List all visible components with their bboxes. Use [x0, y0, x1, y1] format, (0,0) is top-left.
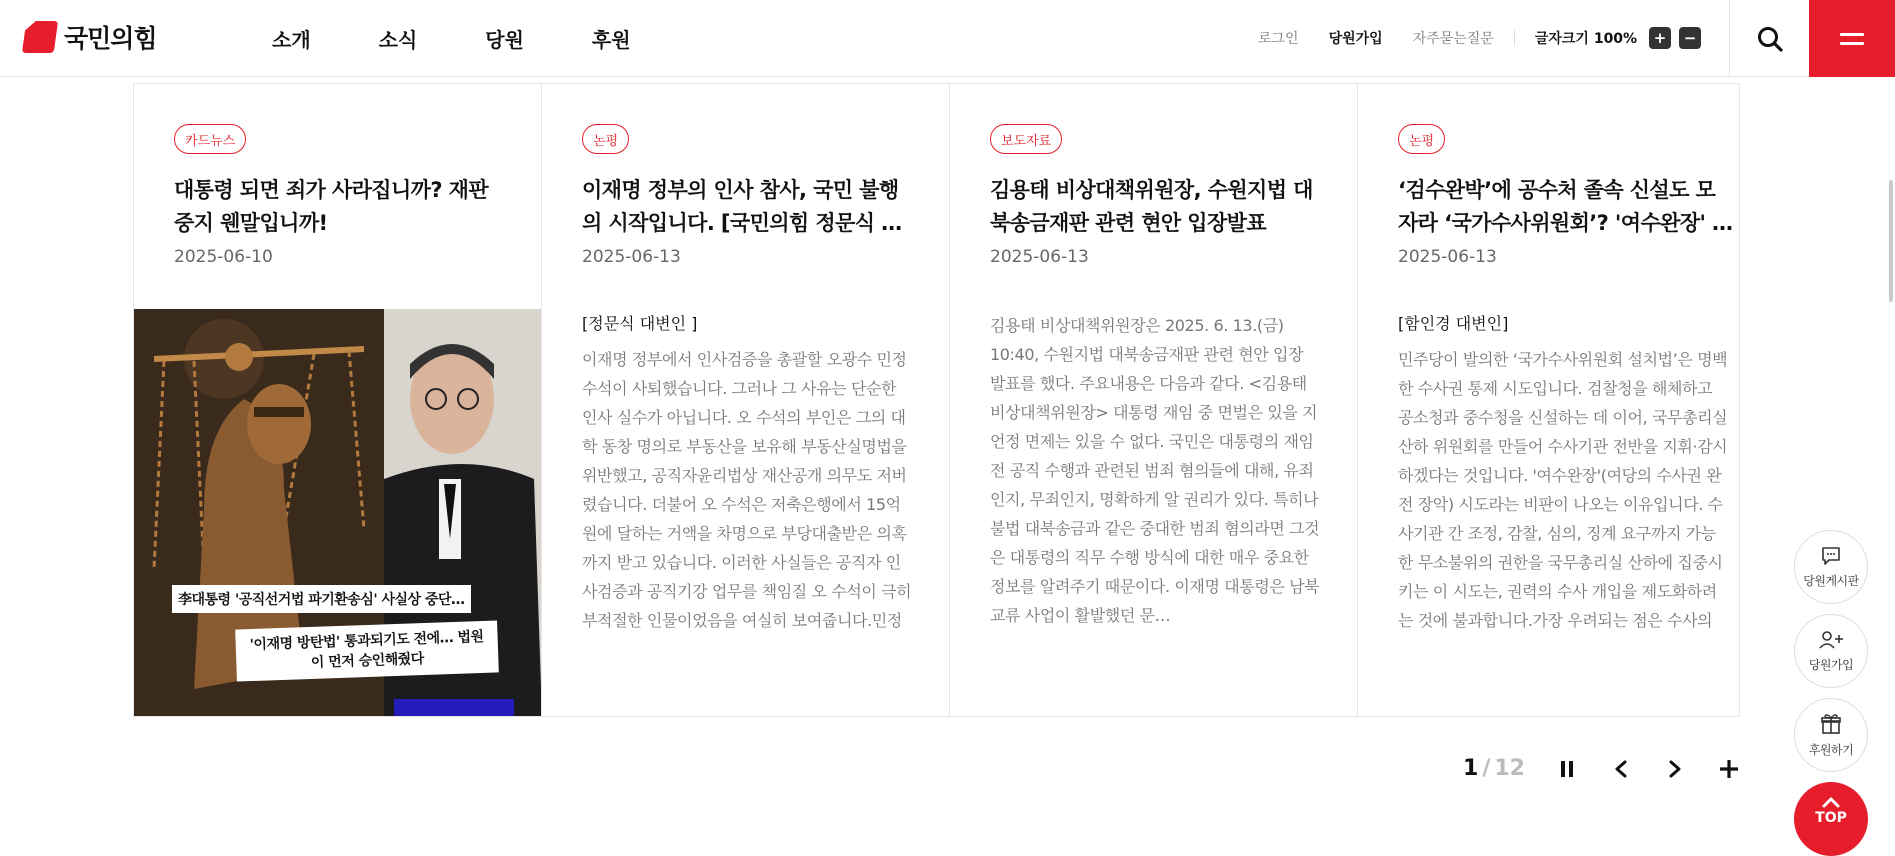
- donate-float-button[interactable]: [1794, 698, 1868, 772]
- category-badge: 보도자료: [990, 124, 1062, 154]
- donate-float-label: 후원하기: [1808, 742, 1854, 757]
- logo-text: 국민의힘: [64, 24, 157, 53]
- news-card-list: [133, 83, 1740, 717]
- logo[interactable]: [24, 20, 157, 54]
- utility-nav: [1258, 27, 1709, 49]
- card-author: [정문식 대변인 ]: [582, 314, 698, 333]
- menu-button[interactable]: [1809, 0, 1895, 77]
- news-card[interactable]: [134, 84, 542, 716]
- login-link[interactable]: 로그인: [1258, 31, 1299, 47]
- card-title[interactable]: 대통령 되면 죄가 사라집니까? 재판 중지 웬말입니까!: [174, 178, 489, 235]
- page-separator: /: [1482, 756, 1491, 781]
- member-board-label: 당원게시판: [1803, 573, 1859, 588]
- member-board-button[interactable]: [1794, 530, 1868, 604]
- font-size-value: 100%: [1593, 31, 1638, 47]
- prev-button[interactable]: [1609, 757, 1633, 781]
- total-pages: 12: [1494, 756, 1525, 781]
- scroll-top-button[interactable]: [1794, 782, 1868, 856]
- site-header: [0, 0, 1895, 77]
- scroll-top-label: TOP: [1815, 810, 1847, 826]
- font-size-label: 글자크기 100%: [1534, 31, 1638, 47]
- news-card[interactable]: [542, 84, 950, 716]
- slider-pagination: [1463, 756, 1741, 781]
- image-caption-sub: '이재명 방탄법' 통과되기도 전에… 법원이 먼저 승인해줬다: [235, 620, 499, 681]
- pause-icon: [1559, 759, 1575, 779]
- chat-icon: [1820, 546, 1842, 566]
- current-page: 1: [1463, 756, 1479, 781]
- nav-item-donate[interactable]: 후원: [591, 28, 631, 52]
- faq-link[interactable]: 자주묻는질문: [1412, 31, 1494, 47]
- news-card[interactable]: [950, 84, 1358, 716]
- font-decrease-button[interactable]: −: [1679, 27, 1701, 49]
- card-excerpt: 민주당이 발의한 ‘국가수사위원회 설치법’은 명백한 수사권 통제 시도입니다. 검찰청을 해체하고 공소청과 중수청을 신설하는 데 이어, 국무총리실 산하 위원회를 만들어 수사기관 전반을 지휘·감시하겠다는 것입니다. '여수완장'(여당의 수사권 완전 장악) 시도라는 비판이 나오는 이유입니다. 수사기관 간 조정, 감찰, 심의, 징계 요구까지 가능한 무소불위의 권한을 국무총리실 산하에 집중시키는 이 시도는, 권력의 수사 개입을 제도화하려는 것에 불과합니다.가장 우려되는 점은 수사의: [1398, 350, 1728, 630]
- chevron-left-icon: [1613, 759, 1629, 779]
- card-author: [함인경 대변인]: [1398, 314, 1509, 333]
- font-increase-button[interactable]: +: [1649, 27, 1671, 49]
- card-date: 2025-06-10: [174, 247, 273, 267]
- nav-item-about[interactable]: 소개: [272, 28, 311, 52]
- main-nav: [272, 24, 699, 53]
- more-button[interactable]: [1717, 757, 1741, 781]
- user-plus-icon: [1818, 630, 1844, 650]
- category-badge: 카드뉴스: [174, 124, 246, 154]
- category-badge: 논평: [582, 124, 629, 154]
- card-thumbnail[interactable]: [134, 309, 542, 716]
- category-badge: 논평: [1398, 124, 1445, 154]
- search-icon: [1756, 25, 1784, 53]
- search-button[interactable]: [1729, 0, 1809, 77]
- news-card[interactable]: [1358, 84, 1739, 716]
- util-divider: [1514, 30, 1515, 46]
- scrollbar-thumb[interactable]: [1889, 180, 1893, 302]
- gift-icon: [1820, 713, 1842, 735]
- join-link[interactable]: 당원가입: [1328, 31, 1383, 47]
- nav-item-members[interactable]: 당원: [485, 28, 524, 52]
- image-caption-headline: 李대통령 '공직선거법 파기환송심' 사실상 중단…: [172, 585, 471, 613]
- card-title[interactable]: ‘검수완박’에 공수처 졸속 신설도 모자라 ‘국가수사위원회’? '여수완장' 노: [1398, 178, 1732, 235]
- logo-mark-icon: [22, 21, 58, 53]
- card-title[interactable]: 이재명 정부의 인사 참사, 국민 불행의 시작입니다. [국민의힘 정문식 대: [582, 178, 901, 235]
- next-button[interactable]: [1663, 757, 1687, 781]
- card-date: 2025-06-13: [582, 247, 681, 267]
- chevron-up-icon: [1822, 796, 1840, 808]
- menu-icon: [1840, 33, 1864, 36]
- chevron-right-icon: [1667, 759, 1683, 779]
- join-float-button[interactable]: [1794, 614, 1868, 688]
- menu-icon-bar: [1840, 42, 1864, 45]
- nav-item-news[interactable]: 소식: [378, 28, 418, 52]
- card-date: 2025-06-13: [1398, 247, 1497, 267]
- card-date: 2025-06-13: [990, 247, 1089, 267]
- plus-icon: [1718, 758, 1740, 780]
- card-excerpt: 김용태 비상대책위원장은 2025. 6. 13.(금) 10:40, 수원지법 대북송금재판 관련 현안 입장 발표를 했다. 주요내용은 다음과 같다. <김용태 비상대책위원장> 대통령 재임 중 면벌은 있을 지언정 면제는 있을 수 없다. 국민은 대통령의 재임 전 공직 수행과 관련된 범죄 혐의들에 대해, 유죄인지, 무죄인지, 명확하게 알 권리가 있다. 특히나 불법 대북송금과 같은 중대한 범죄 혐의라면 그것은 대통령의 직무 수행 방식에 대한 매우 중요한 정보를 알려주기 때문이다. 이재명 대통령은 남북 교류 사업이 활발했던 문…: [990, 316, 1320, 625]
- card-excerpt: 이재명 정부에서 인사검증을 총괄할 오광수 민정수석이 사퇴했습니다. 그러나 그 사유는 단순한 인사 실수가 아닙니다. 오 수석의 부인은 그의 대학 동창 명의로 부동산을 보유해 부동산실명법을 위반했고, 공직자윤리법상 재산공개 의무도 저버렸습니다. 더불어 오 수석은 저축은행에서 15억 원에 달하는 거액을 차명으로 부당대출받은 의혹까지 받고 있습니다. 이러한 사실들은 공직자 인사검증과 공직기강 업무를 책임질 오 수석이 극히 부적절한 인물이었음을 여실히 보여줍니다.민정: [582, 350, 912, 630]
- pause-button[interactable]: [1555, 757, 1579, 781]
- card-title[interactable]: 김용태 비상대책위원장, 수원지법 대북송금재판 관련 현안 입장발표: [990, 178, 1313, 235]
- join-float-label: 당원가입: [1808, 657, 1854, 672]
